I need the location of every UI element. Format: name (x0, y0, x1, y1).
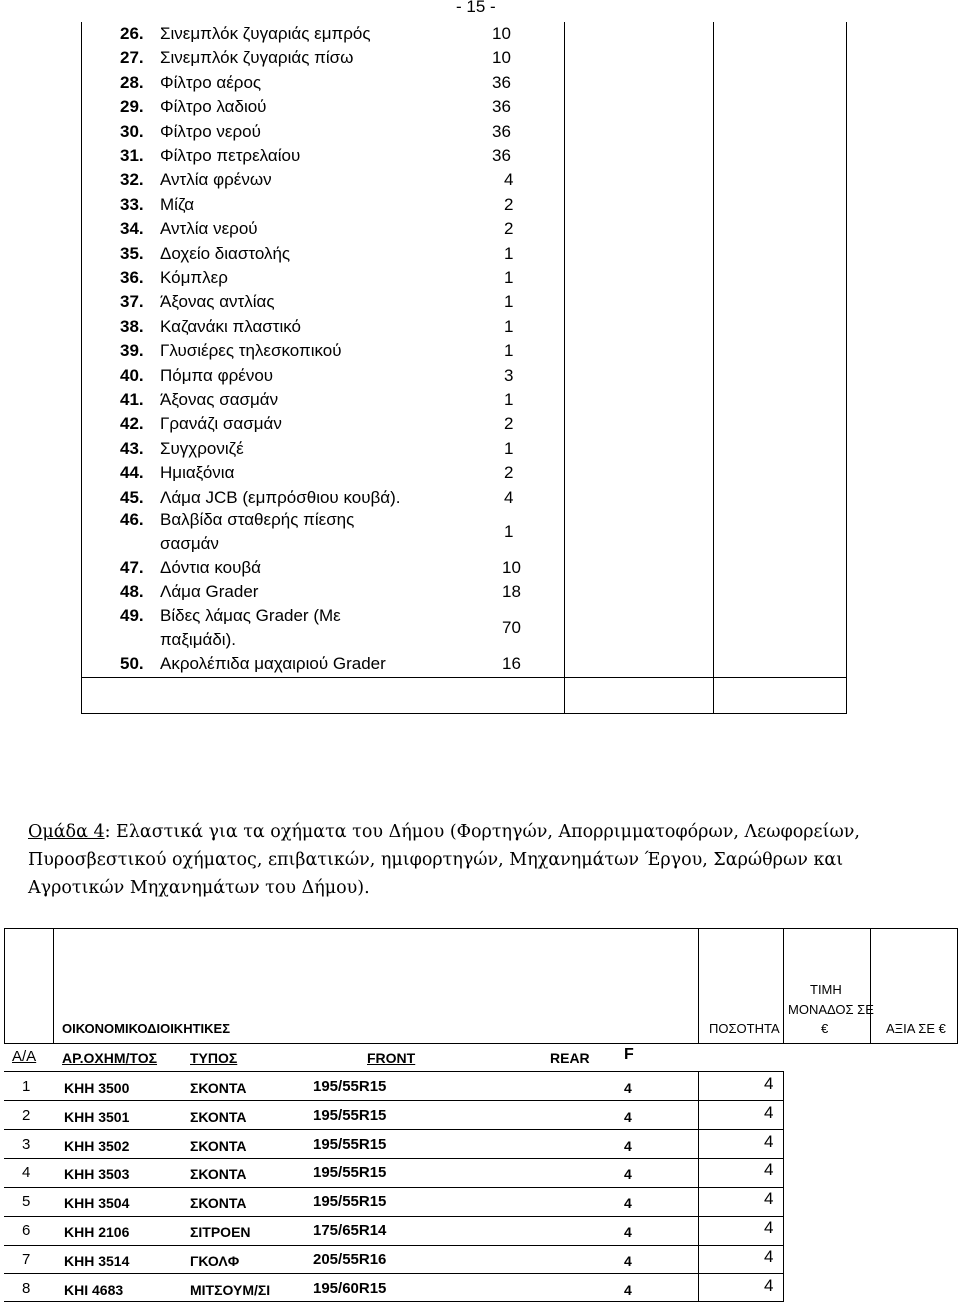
item-qty: 18 (502, 582, 521, 601)
row-size: 195/60R15 (313, 1279, 387, 1297)
item-name: Δοχείο διαστολής (160, 243, 291, 263)
item-number: 32. (120, 170, 144, 190)
row-size: 195/55R15 (313, 1078, 387, 1095)
item-name: Γρανάζι σασμάν (160, 414, 282, 434)
item-qty: 1 (504, 341, 514, 361)
item-qty: 1 (504, 268, 514, 287)
item-number: 27. (120, 48, 144, 68)
item-number: 43. (120, 438, 144, 458)
item-name: Αντλία φρένων (160, 170, 272, 190)
row-aa: 8 (22, 1279, 31, 1297)
item-number: 31. (120, 146, 144, 165)
item-qty: 2 (504, 414, 514, 434)
row-count: 4 (624, 1281, 632, 1298)
row-plate: ΚΗΗ 3501 (64, 1108, 130, 1125)
row-type: ΣΙΤΡΟΕΝ (190, 1224, 251, 1240)
row-size: 195/55R15 (313, 1164, 387, 1182)
item-qty: 36 (492, 72, 511, 92)
header-dept: ΟΙΚΟΝΟΜΙΚΟΔΙΟΙΚΗΤΙΚΕΣ (62, 1021, 230, 1036)
item-qty: 1 (504, 243, 514, 263)
header-unit-price-2: ΜΟΝΑΔΟΣ ΣΕ (788, 1002, 874, 1017)
header-qty: ΠΟΣΟΤΗΤΑ (709, 1021, 780, 1036)
item-name: Άξονας αντλίας (160, 292, 275, 312)
header-value: ΑΞΙΑ ΣΕ € (886, 1021, 946, 1036)
row-count: 4 (624, 1195, 632, 1212)
row-size: 195/55R15 (313, 1135, 387, 1153)
col-plate: ΑΡ.ΟΧΗΜ/ΤΟΣ (62, 1050, 158, 1066)
item-qty: 16 (502, 654, 521, 673)
item-name: Βαλβίδα σταθερής πίεσης (160, 510, 355, 529)
item-number: 42. (120, 414, 144, 434)
item-qty: 1 (504, 438, 514, 458)
row-qty: 4 (764, 1131, 774, 1151)
row-size: 175/65R14 (313, 1222, 387, 1239)
item-number: 28. (120, 72, 144, 92)
item-name: Φίλτρο πετρελαίου (160, 146, 301, 165)
item-number: 50. (120, 654, 144, 673)
row-count: 4 (624, 1080, 632, 1096)
row-type: ΣΚΟΝΤΑ (190, 1137, 247, 1154)
item-name: Πόμπα φρένου (160, 365, 274, 385)
item-qty: 70 (502, 618, 521, 637)
item-number: 45. (120, 487, 144, 507)
item-name: Συγχρονιζέ (160, 438, 244, 458)
item-qty: 1 (504, 522, 514, 541)
col-f: F (624, 1046, 634, 1063)
item-name: Φίλτρο αέρος (160, 72, 262, 92)
row-qty: 4 (764, 1218, 774, 1237)
item-number: 30. (120, 121, 144, 141)
item-qty: 10 (492, 48, 511, 68)
item-qty: 4 (504, 487, 514, 507)
item-qty: 1 (504, 316, 514, 336)
item-number: 47. (120, 558, 144, 577)
col-aa: Α/Α (12, 1048, 37, 1065)
item-name: Λάμα Grader (160, 582, 259, 601)
row-plate: ΚΗΗ 3514 (64, 1252, 130, 1269)
item-number: 29. (120, 97, 144, 117)
item-name: Βίδες λάμας Grader (Με (160, 606, 341, 625)
item-name-cont: παξιμάδι). (160, 630, 236, 649)
row-count: 4 (624, 1108, 632, 1125)
header-unit-price-3: € (821, 1021, 829, 1036)
row-size: 205/55R16 (313, 1250, 387, 1268)
row-qty: 4 (764, 1189, 774, 1209)
item-name: Ακρολέπιδα μαχαιριού Grader (160, 654, 386, 673)
item-qty: 10 (502, 558, 521, 577)
group-text-line1: : Ελαστικά για τα οχήματα του Δήμου (Φορτηγών, Απορριμματοφόρων, Λεωφορείων, (104, 822, 860, 842)
item-number: 34. (120, 219, 144, 239)
group-label: Ομάδα 4 (28, 822, 105, 842)
item-qty: 2 (504, 194, 514, 214)
item-qty: 36 (492, 121, 511, 141)
item-name: Μίζα (160, 194, 195, 214)
item-number: 35. (120, 243, 144, 263)
item-name: Φίλτρο λαδιού (160, 97, 267, 117)
row-plate: ΚΗΙ 4683 (64, 1281, 124, 1298)
item-qty: 36 (492, 146, 511, 165)
item-qty: 1 (504, 292, 514, 312)
item-number: 38. (120, 316, 144, 336)
row-qty: 4 (764, 1074, 774, 1093)
row-qty: 4 (764, 1160, 774, 1180)
row-aa: 6 (22, 1222, 31, 1239)
row-qty: 4 (764, 1102, 774, 1122)
item-name: Σινεμπλόκ ζυγαριάς πίσω (160, 48, 354, 68)
header-unit-price: ΤΙΜΗ (810, 982, 842, 997)
item-name: Καζανάκι πλαστικό (160, 316, 302, 336)
row-count: 4 (624, 1137, 632, 1154)
item-number: 33. (120, 194, 144, 214)
item-number: 26. (120, 24, 144, 43)
group-text-line3: Αγροτικών Μηχανημάτων του Δήμου). (28, 878, 370, 898)
item-name: Κόμπλερ (160, 268, 228, 287)
row-aa: 4 (22, 1164, 31, 1182)
row-type: ΓΚΟΛΦ (190, 1252, 240, 1269)
row-qty: 4 (764, 1275, 774, 1295)
row-size: 195/55R15 (313, 1106, 387, 1124)
row-type: ΣΚΟΝΤΑ (190, 1166, 247, 1183)
row-type: ΣΚΟΝΤΑ (190, 1080, 247, 1096)
row-aa: 5 (22, 1193, 31, 1211)
row-plate: ΚΗΗ 3500 (64, 1080, 130, 1096)
item-qty: 1 (504, 390, 514, 409)
item-qty: 2 (504, 219, 514, 239)
item-name-cont: σασμάν (160, 534, 219, 553)
item-name: Σινεμπλόκ ζυγαριάς εμπρός (160, 24, 371, 43)
item-name: Αντλία νερού (160, 219, 258, 239)
row-type: ΣΚΟΝΤΑ (190, 1195, 247, 1212)
row-plate: ΚΗΗ 3504 (64, 1195, 130, 1212)
row-type: ΣΚΟΝΤΑ (190, 1108, 247, 1125)
row-count: 4 (624, 1252, 632, 1269)
col-rear: REAR (550, 1050, 590, 1066)
item-number: 44. (120, 463, 144, 483)
item-number: 39. (120, 341, 144, 361)
row-aa: 1 (22, 1078, 31, 1095)
item-qty: 3 (504, 365, 514, 385)
item-number: 48. (120, 582, 144, 601)
item-name: Δόντια κουβά (160, 558, 262, 577)
item-qty: 36 (492, 97, 511, 117)
row-count: 4 (624, 1224, 632, 1240)
item-number: 37. (120, 292, 144, 312)
row-qty: 4 (764, 1246, 774, 1266)
row-plate: ΚΗΗ 2106 (64, 1224, 130, 1240)
col-front: FRONT (367, 1050, 416, 1066)
item-qty: 10 (492, 24, 511, 43)
item-name: Φίλτρο νερού (160, 121, 261, 141)
row-aa: 3 (22, 1135, 31, 1153)
item-number: 46. (120, 510, 144, 529)
col-type: ΤΥΠΟΣ (190, 1050, 238, 1066)
row-aa: 7 (22, 1250, 31, 1268)
group-text-line2: Πυροσβεστικού οχήματος, επιβατικών, ημιφορτηγών, Μηχανημάτων Έργου, Σαρώθρων και (28, 850, 844, 870)
item-number: 36. (120, 268, 144, 287)
row-plate: ΚΗΗ 3502 (64, 1137, 130, 1154)
item-name: Λάμα JCB (εμπρόσθιου κουβά). (160, 487, 401, 507)
row-count: 4 (624, 1166, 632, 1183)
item-number: 41. (120, 390, 144, 409)
row-type: ΜΙΤΣΟΥΜ/ΣΙ (190, 1281, 271, 1298)
item-qty: 4 (504, 170, 514, 190)
item-name: Γλυσιέρες τηλεσκοπικού (160, 341, 342, 361)
row-size: 195/55R15 (313, 1193, 387, 1211)
item-number: 49. (120, 606, 144, 625)
row-aa: 2 (22, 1106, 31, 1124)
row-plate: ΚΗΗ 3503 (64, 1166, 130, 1183)
item-qty: 2 (504, 463, 514, 483)
group-description (28, 818, 928, 902)
item-number: 40. (120, 365, 144, 385)
item-name: Ημιαξόνια (160, 463, 235, 483)
page-number: - 15 - (456, 0, 496, 16)
item-name: Άξονας σασμάν (160, 390, 279, 409)
